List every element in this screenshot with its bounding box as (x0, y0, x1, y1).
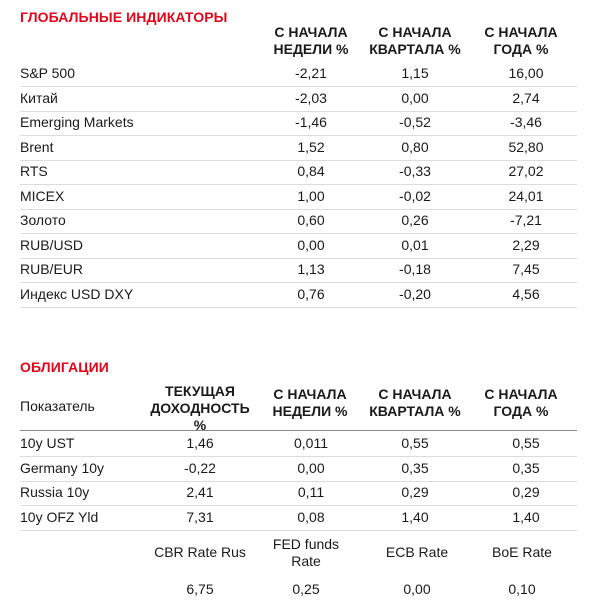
header-line: НЕДЕЛИ % (272, 403, 348, 419)
table-row (20, 87, 577, 112)
table-row (20, 62, 577, 87)
year-change: 7,45 (512, 261, 540, 277)
quarter-change: 0,35 (401, 459, 429, 476)
header-line: ТЕКУЩАЯ (165, 383, 235, 399)
quarter-change: 0,26 (401, 212, 429, 228)
row-label: Китай (20, 89, 58, 106)
header-line: НЕДЕЛИ % (273, 41, 349, 57)
table-row (20, 209, 577, 234)
indicator-label: Показатель (20, 398, 95, 414)
global-indicators-title: ГЛОБАЛЬНЫЕ ИНДИКАТОРЫ (20, 9, 228, 25)
header-line: С НАЧАЛА (274, 24, 348, 40)
year-change: 1,40 (512, 508, 540, 525)
row-label: Germany 10y (20, 459, 105, 476)
table-row (20, 111, 577, 136)
week-change: 0,11 (297, 484, 325, 500)
quarter-change: -0,18 (399, 261, 431, 277)
quarter-change: 1,15 (401, 65, 429, 81)
week-change: -1,46 (295, 114, 327, 130)
row-label: Индекс USD DXY (20, 285, 134, 302)
week-change: 0,011 (294, 435, 328, 451)
header-line: КВАРТАЛА % (369, 403, 461, 419)
year-change: 16,00 (508, 65, 544, 81)
header-line: С НАЧАЛА (273, 386, 347, 402)
header-line: С НАЧАЛА (378, 386, 452, 402)
header-line: С НАЧАЛА (484, 386, 558, 402)
rate-value: 0,25 (292, 581, 320, 597)
rate-value: 0,00 (403, 581, 431, 597)
rate-value: 6,75 (186, 581, 214, 597)
global-header-week (256, 24, 366, 58)
current-yield: 1,46 (186, 435, 214, 451)
table-row (20, 258, 577, 283)
table-row (20, 481, 577, 506)
quarter-change: -0,33 (399, 163, 431, 179)
bonds-title: ОБЛИГАЦИИ (20, 359, 109, 375)
quarter-change: -0,52 (399, 114, 431, 130)
rate-label-text: ECB Rate (385, 544, 449, 560)
table-row (20, 185, 577, 210)
year-change: 24,01 (508, 187, 544, 204)
week-change: 0,60 (297, 212, 325, 228)
table-row (20, 432, 577, 457)
week-change: -2,03 (295, 89, 327, 106)
year-change: -3,46 (510, 114, 542, 130)
row-label: RUB/EUR (20, 261, 84, 277)
header-line: ДОХОДНОСТЬ (150, 400, 250, 416)
current-yield: 2,41 (186, 484, 214, 500)
week-change: 0,76 (297, 285, 325, 302)
rate-label-text: FED funds Rate (272, 536, 340, 569)
week-change: 0,00 (297, 236, 325, 253)
table-row (20, 457, 577, 482)
header-line: % (193, 417, 207, 433)
global-header-quarter (355, 24, 475, 58)
week-change: -2,21 (295, 65, 327, 81)
rate-label (362, 544, 472, 561)
year-change: 27,02 (508, 163, 544, 179)
row-label: 10y UST (20, 435, 75, 451)
row-label: Золото (20, 212, 66, 228)
row-label: Emerging Markets (20, 114, 134, 130)
week-change: 1,00 (297, 187, 325, 204)
year-change: 52,80 (508, 138, 544, 155)
current-yield: -0,22 (184, 459, 216, 476)
rate-value: 0,10 (508, 581, 536, 597)
quarter-change: 0,80 (401, 138, 429, 155)
table-row (20, 283, 577, 308)
year-change: 2,74 (512, 89, 540, 106)
week-change: 0,84 (297, 163, 325, 179)
row-label: Brent (20, 138, 54, 155)
row-label: Russia 10y (20, 484, 90, 500)
row-label: S&P 500 (20, 65, 76, 81)
rate-label (462, 544, 582, 561)
quarter-change: -0,02 (399, 187, 431, 204)
header-line: С НАЧАЛА (484, 24, 558, 40)
quarter-change: 0,29 (401, 484, 429, 500)
year-change: 4,56 (512, 285, 540, 302)
header-line: С НАЧАЛА (378, 24, 452, 40)
header-line: ГОДА % (493, 403, 549, 419)
header-line: КВАРТАЛА % (369, 41, 461, 57)
row-label: RUB/USD (20, 236, 84, 253)
header-line: ГОДА % (493, 41, 549, 57)
week-change: 1,52 (297, 138, 325, 155)
year-change: 0,55 (512, 435, 540, 451)
rate-label-text: BoE Rate (492, 544, 552, 560)
week-change: 0,00 (297, 459, 325, 476)
quarter-change: 0,01 (401, 236, 429, 253)
table-row (20, 136, 577, 161)
table-row (20, 234, 577, 259)
row-label: RTS (20, 163, 48, 179)
rate-label (251, 536, 361, 570)
rate-label-text: CBR Rate Rus (154, 544, 246, 560)
quarter-change: 1,40 (401, 508, 429, 525)
quarter-change: -0,20 (399, 285, 431, 302)
table-row (20, 506, 577, 531)
week-change: 1,13 (297, 261, 325, 277)
bonds-indicator-header-row (20, 393, 577, 431)
current-yield: 7,31 (186, 508, 214, 525)
quarter-change: 0,55 (401, 435, 429, 451)
global-header-year (466, 24, 576, 58)
year-change: -7,21 (510, 212, 542, 228)
week-change: 0,08 (297, 508, 325, 525)
row-label: MICEX (20, 187, 65, 204)
row-label: 10y OFZ Yld (20, 508, 99, 525)
table-row (20, 160, 577, 185)
year-change: 0,35 (512, 459, 540, 476)
rate-label (135, 544, 265, 561)
year-change: 2,29 (512, 236, 540, 253)
quarter-change: 0,00 (401, 89, 429, 106)
year-change: 0,29 (512, 484, 540, 500)
